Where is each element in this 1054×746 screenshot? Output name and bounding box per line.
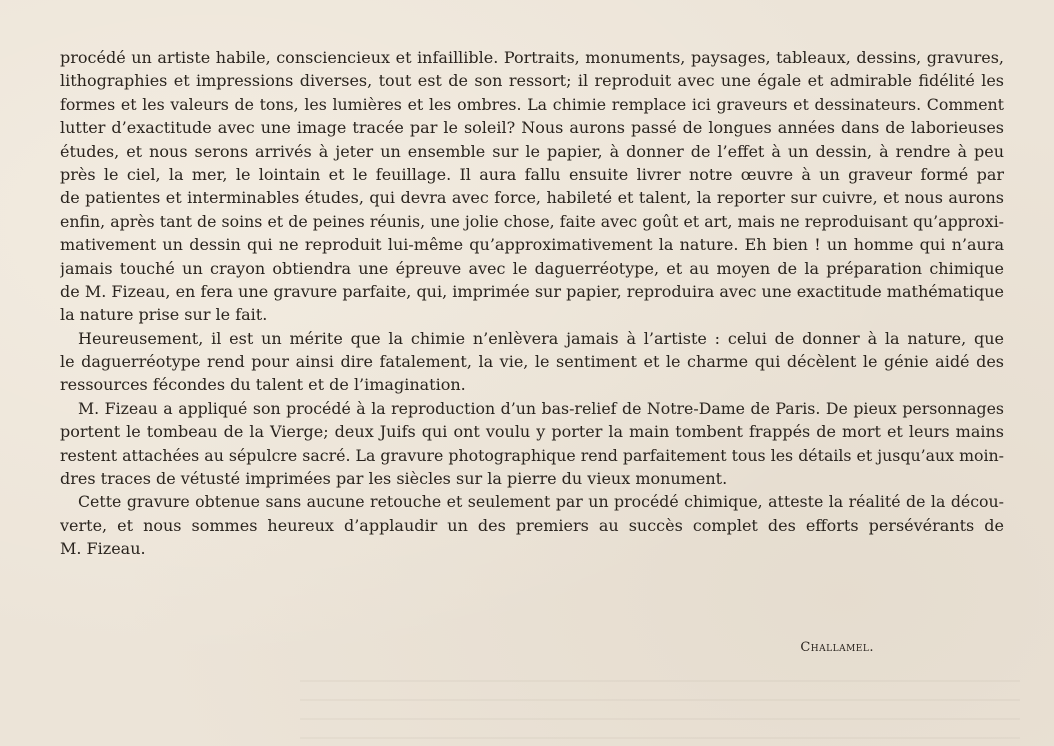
text-line: M. Fizeau.: [60, 539, 146, 559]
text-line: restent attachées au sépulcre sacré. La gravure photographique rend parfaitement tous les détails et jusqu’aux moin-: [60, 445, 1004, 465]
text-line: jamais touché un crayon obtiendra une épreuve avec le daguerréotype, et au moyen de la préparation chimique: [60, 258, 1004, 278]
text-line: formes et les valeurs de tons, les lumières et les ombres. La chimie remplace ici graveurs et dessinateurs. Comment: [60, 94, 1004, 114]
text-line: Cette gravure obtenue sans aucune retouche et seulement par un procédé chimique, atteste la réalité de la décou-: [78, 492, 1004, 512]
text-line: portent le tombeau de la Vierge; deux Juifs qui ont voulu y porter la main tombent frappés de mort et leurs mains: [60, 422, 1004, 442]
text-line: enfin, après tant de soins et de peines réunis, une jolie chose, faite avec goût et art, mais ne reproduisant qu’approxi-: [60, 211, 1004, 231]
text-line: études, et nous serons arrivés à jeter un ensemble sur le papier, à donner de l’effet à un dessin, à rendre à peu: [60, 141, 1004, 161]
paragraph-1: [60, 46, 1004, 327]
text-line: lithographies et impressions diverses, tout est de son ressort; il reproduit avec une égale et admirable fidélité les: [60, 71, 1004, 91]
paragraph-2: [60, 327, 1004, 397]
text-line: dres traces de vétusté imprimées par les siècles sur la pierre du vieux monument.: [60, 469, 728, 489]
text-line: M. Fizeau a appliqué son procédé à la reproduction d’un bas-relief de Notre-Dame de Paris. De pieux personnages: [78, 398, 1004, 418]
text-line: le daguerréotype rend pour ainsi dire fatalement, la vie, le sentiment et le charme qui décèlent le génie aidé des: [60, 352, 1004, 372]
text-line: de patientes et interminables études, qui devra avec force, habileté et talent, la reporter sur cuivre, et nous aurons: [60, 188, 1004, 208]
text-line: de M. Fizeau, en fera une gravure parfaite, qui, imprimée sur papier, reproduira avec une exactitude mathématique: [60, 281, 1004, 301]
text-line: ressources fécondes du talent et de l’imagination.: [60, 375, 466, 395]
paragraph-3: [60, 397, 1004, 491]
text-line: procédé un artiste habile, consciencieux et infaillible. Portraits, monuments, paysages, tableaux, dessins, gravures,: [60, 48, 1004, 67]
show-through-texture: [300, 680, 1020, 740]
paragraph-4: [60, 490, 1004, 560]
text-line: verte, et nous sommes heureux d’applaudir un des premiers au succès complet des efforts persévérants de: [60, 515, 1004, 535]
text-line: Heureusement, il est un mérite que la chimie n’enlèvera jamais à l’artiste : celui de donner à la nature, que: [78, 328, 1004, 348]
author-signature: Challamel.: [800, 640, 874, 655]
text-line: lutter d’exactitude avec une image tracée par le soleil? Nous aurons passé de longues années dans de laborieuses: [60, 118, 1004, 138]
text-line: la nature prise sur le fait.: [60, 305, 268, 325]
text-line: près le ciel, la mer, le lointain et le feuillage. Il aura fallu ensuite livrer notre œuvre à un graveur formé par: [60, 164, 1004, 184]
article-body: [60, 46, 1004, 561]
text-line: mativement un dessin qui ne reproduit lui-même qu’approximativement la nature. Eh bien ! un homme qui n’aura: [60, 235, 1004, 255]
